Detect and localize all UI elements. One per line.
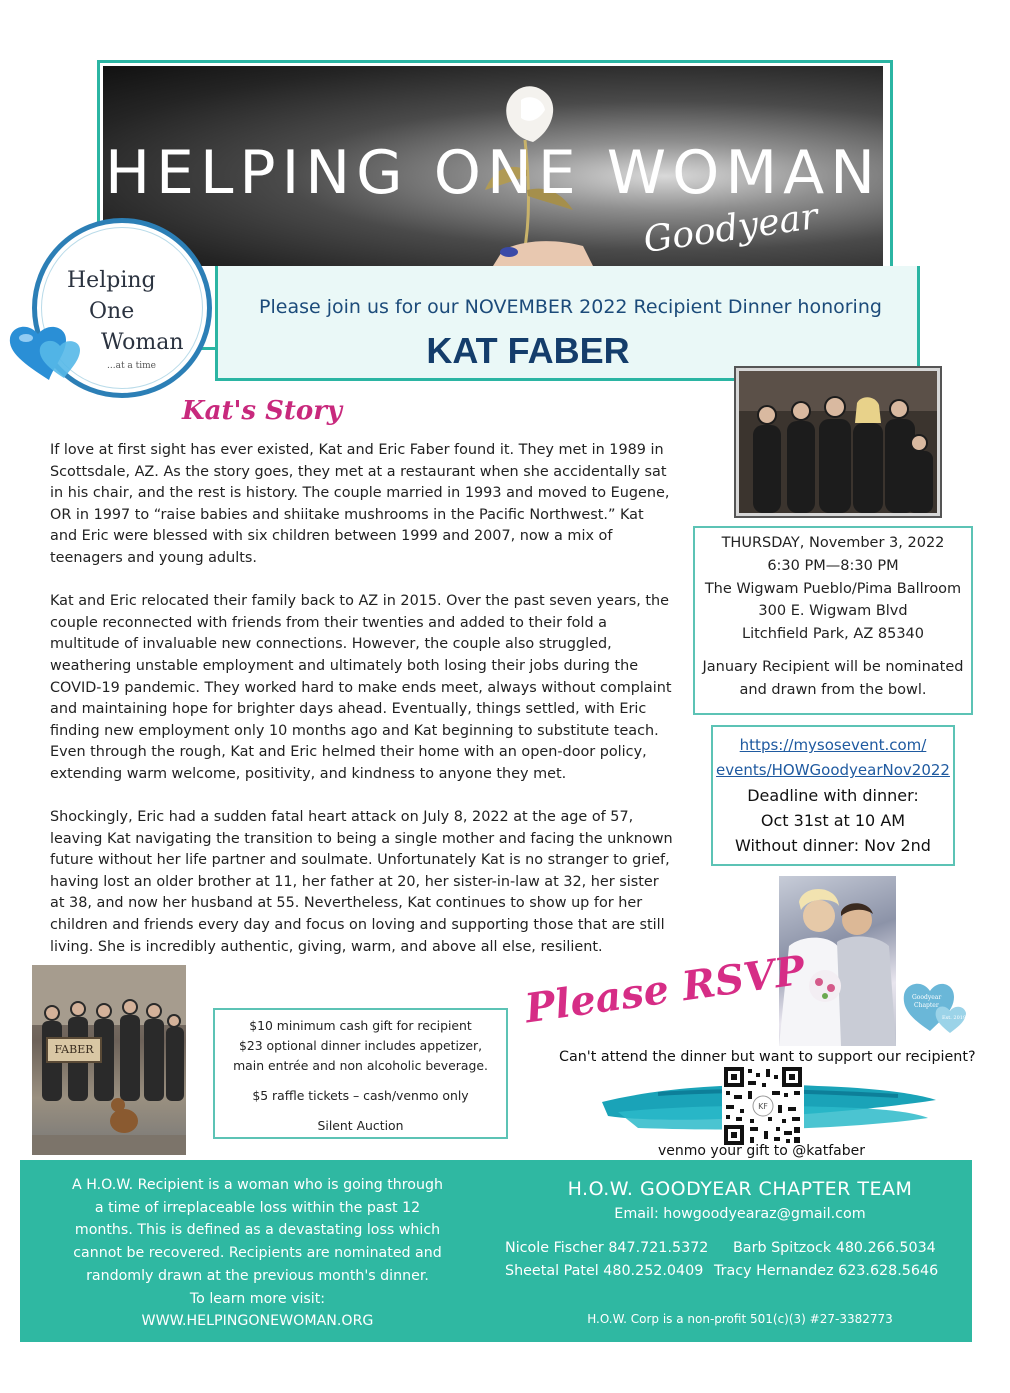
venmo-qr-code[interactable] (722, 1065, 804, 1147)
definition-line: A H.O.W. Recipient is a woman who is going through (72, 1177, 443, 1193)
deadline-date: Oct 31st at 10 AM (760, 811, 906, 830)
event-note: January Recipient will be nominated (702, 658, 964, 675)
invitation-panel (215, 266, 920, 381)
website-link[interactable]: WWW.HELPINGONEWOMAN.ORG (141, 1313, 374, 1330)
event-date: THURSDAY, November 3, 2022 (721, 535, 945, 551)
gift-info-box (213, 1008, 508, 1139)
story-paragraph: Shockingly, Eric had a sudden fatal heart attack on July 8, 2022 at the age of 57, leaving Kat navigating the transition to being a single mother and facing the unknown future without her life partner and soulmate. Unfortunately Kat is no stranger to grief, having lost an older brother at 11, her father at 20, her sister-in-law at 32, her sister at 38, and now her husband at 55. Nevertheless, Kat continues to show up for her children and friends every day and focus on loving and supporting those that are still living. She is incredibly authentic, giving, warm, and above all else, resilient. (50, 809, 673, 955)
rsvp-link[interactable] (713, 733, 953, 783)
footer-panel (20, 1160, 972, 1342)
recipient-definition (50, 1174, 465, 1333)
chapter-heart-icon (900, 975, 974, 1037)
event-city: Litchfield Park, AZ 85340 (742, 626, 924, 643)
logo-word-helping: Helping (67, 268, 156, 293)
auction-line: Silent Auction (317, 1118, 404, 1133)
qr-code-icon (722, 1065, 804, 1147)
event-note: and drawn from the bowl. (739, 681, 927, 698)
banner-title: HELPING ONE WOMAN (104, 138, 882, 208)
rsvp-deadlines (713, 783, 953, 858)
qr-label: KF (758, 1102, 768, 1111)
gift-line: main entrée and non alcoholic beverage. (233, 1058, 488, 1073)
faber-sign: FABER (46, 1037, 102, 1063)
outdoor-family-photo (32, 965, 186, 1155)
deadline-no-dinner: Without dinner: Nov 2nd (735, 836, 931, 855)
definition-line: months. This is defined as a devastating loss which (74, 1222, 441, 1239)
learn-more-label: To learn more visit: (189, 1290, 326, 1307)
honoree-name: KAT FABER (426, 330, 630, 371)
rsvp-link-line[interactable]: events/HOWGoodyearNov2022 (716, 761, 950, 779)
story-paragraph: Kat and Eric relocated their family back to AZ in 2015. Over the past seven years, the couple reconnected with friends from their twenties and added to their fold a multitude of invaluable new connections. However, the couple also struggled, weathering unstable employment and ultimately both losing their jobs during the COVID-19 pandemic. They worked hard to make ends meet, always without complaint and maintaining hope for brighter days ahead. Eventually, things settled, with Eric finding new employment only 10 months ago and Kat beginning to substitute teach. Even through the rough, Kat and Eric helmed their home with an open-door policy, extending warm welcome, positivity, and kindness to anyone they met. (50, 593, 672, 782)
family-photo-image (739, 371, 937, 513)
event-venue: The Wigwam Pueblo/Pima Ballroom (704, 580, 962, 597)
team-email[interactable]: Email: howgoodyearaz@gmail.com (614, 1206, 866, 1222)
raffle-line: $5 raffle tickets – cash/venmo only (252, 1088, 469, 1103)
banner-subtitle: Goodyear (641, 195, 821, 262)
story-paragraph: If love at first sight has ever existed, Kat and Eric Faber found it. They met in 1989 in Scottsdale, AZ. As the story goes, they met at a restaurant when she accidentally sat in his chair, and the rest is history. The couple married in 1993 and moved to Eugene, OR in 1997 to “raise babies and shiitake mushrooms in the Pacific Northwest.” Kat and Eric were blessed with six children between 1999 and 2007, now a mix of teenagers and young adults. (50, 442, 670, 566)
event-street: 300 E. Wigwam Blvd (758, 603, 908, 620)
story-title: Kat's Story (182, 396, 343, 426)
gift-line: $23 optional dinner includes appetizer, (238, 1038, 483, 1053)
chapter-heart-text: Chapter (914, 1002, 939, 1009)
team-title: H.O.W. GOODYEAR CHAPTER TEAM (567, 1178, 913, 1200)
event-details-box (693, 526, 973, 715)
header-banner (103, 66, 883, 266)
please-rsvp-heading: Please RSVP (522, 946, 808, 1033)
logo-tagline: ...at a time (107, 361, 157, 371)
chapter-heart-text: Goodyear (912, 994, 942, 1001)
story-body (50, 440, 675, 980)
logo-word-one: One (89, 299, 135, 324)
rsvp-info-box (711, 725, 955, 866)
deadline-label: Deadline with dinner: (747, 786, 919, 805)
gift-line: $10 minimum cash gift for recipient (249, 1018, 472, 1033)
definition-line: randomly drawn at the previous month's dinner. (86, 1267, 429, 1284)
definition-line: cannot be recovered. Recipients are nominated and (73, 1245, 442, 1262)
nonprofit-statement: H.O.W. Corp is a non-profit 501(c)(3) #27-3382773 (587, 1312, 893, 1326)
logo-word-woman: Woman (101, 330, 184, 355)
support-prompt: Can't attend the dinner but want to support our recipient? (559, 1049, 976, 1065)
hearts-icon (4, 318, 94, 388)
definition-line: a time of irreplaceable loss within the past 12 (94, 1199, 421, 1216)
team-member: Nicole Fischer 847.721.5372 (505, 1240, 709, 1256)
family-photo (736, 368, 940, 516)
team-member: Barb Spitzock 480.266.5034 (733, 1240, 936, 1256)
venmo-handle-text: venmo your gift to @katfaber (658, 1143, 865, 1159)
rsvp-link-line[interactable]: https://mysosevent.com/ (739, 736, 927, 754)
invitation-text: Please join us for our NOVEMBER 2022 Recipient Dinner honoring (259, 296, 882, 318)
event-time: 6:30 PM—8:30 PM (767, 557, 899, 574)
team-member: Tracy Hernandez 623.628.5646 (714, 1263, 939, 1279)
team-member: Sheetal Patel 480.252.0409 (505, 1263, 704, 1279)
chapter-heart-text: Est. 2019 (942, 1015, 967, 1021)
